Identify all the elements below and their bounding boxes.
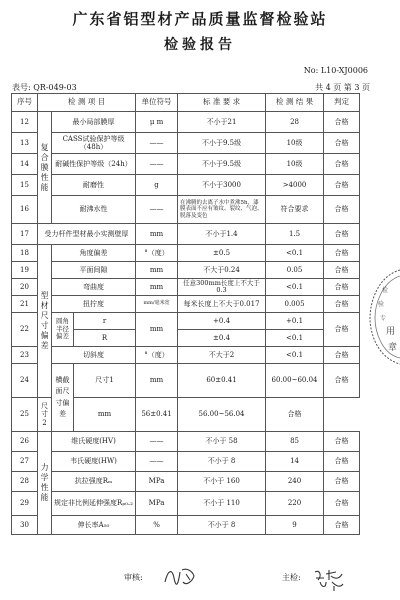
category-composite: 复合膜性能 (38, 112, 52, 224)
page-info: 共 4 页 第 3 页 (315, 83, 370, 92)
row-item: CASS试验保护等级（48h） (52, 133, 136, 154)
table-row (12, 432, 360, 452)
table-row (12, 347, 360, 364)
table-row (12, 516, 360, 535)
row-req: +0.4 (178, 313, 266, 330)
row-verdict: 合格 (324, 154, 360, 175)
inspection-table (11, 93, 360, 535)
row-verdict: 合格 (324, 347, 360, 364)
row-verdict: 合格 (324, 516, 360, 535)
row-req: 不小于 58 (178, 432, 266, 452)
row-verdict: 合格 (324, 112, 360, 133)
form-number: 表号: QR-049-03 (12, 83, 77, 92)
row-item: 耐碱性保护等级（24h） (52, 154, 136, 175)
row-verdict: 合格 (324, 279, 360, 296)
table-row (12, 196, 360, 224)
row-verdict: 合格 (324, 224, 360, 245)
row-unit: μ m (136, 112, 178, 133)
row-no: 21 (12, 296, 38, 313)
doc-number: No: L10-XJ0006 (303, 66, 368, 75)
row-verdict: 合格 (324, 432, 360, 452)
row-item: 弯曲度 (52, 279, 136, 296)
row-item: 维氏硬度(HV) (52, 432, 136, 452)
row-result: 10级 (266, 154, 324, 175)
row-unit: °（度） (136, 347, 178, 364)
row-result: 9 (266, 516, 324, 535)
table-row (12, 175, 360, 196)
row-unit: —— (136, 133, 178, 154)
row-item: 切斜度 (52, 347, 136, 364)
row-req: 每米长度上不大于0.017 (178, 296, 266, 313)
row-result: 60.00~60.04 (266, 364, 324, 398)
row-result: 85 (266, 432, 324, 452)
row-no: 15 (12, 175, 38, 196)
table-row (12, 472, 360, 492)
row-unit: MPa (136, 472, 178, 492)
row-unit: % (136, 516, 178, 535)
row-unit: mm (136, 262, 178, 279)
table-row (12, 133, 360, 154)
row-item: 耐磨性 (52, 175, 136, 196)
row-req: 不小于 160 (178, 472, 266, 492)
row-item: 尺寸2 (38, 398, 52, 432)
row-result: <0.1 (266, 330, 324, 347)
svg-text:验: 验 (378, 301, 385, 308)
row-verdict: 合格 (324, 472, 360, 492)
row-item: 受力杆件型材最小实测壁厚 (38, 224, 136, 245)
row-subitem: R (74, 330, 136, 347)
row-req: 不小于 8 (178, 516, 266, 535)
table-row (12, 154, 360, 175)
row-no: 14 (12, 154, 38, 175)
row-unit: mm (136, 224, 178, 245)
row-unit: —— (136, 452, 178, 472)
reviewer-signature (162, 564, 198, 590)
row-item: 规定非比例延伸强度Rₚ₀.₂ (52, 492, 136, 516)
category-dimension: 型材尺寸偏差 (38, 245, 52, 398)
table-header-row (12, 94, 360, 112)
row-req: 任意300mm长度上不大于0.3 (178, 279, 266, 296)
col-header-seq: 序号 (12, 94, 38, 112)
row-result: 240 (266, 472, 324, 492)
row-result: 28 (266, 112, 324, 133)
row-req: ±0.5 (178, 245, 266, 262)
row-no: 27 (12, 452, 38, 472)
table-row (12, 224, 360, 245)
row-verdict: 合格 (324, 492, 360, 516)
approver-signature (312, 566, 346, 592)
row-verdict: 合格 (324, 452, 360, 472)
row-no: 12 (12, 112, 38, 133)
subgroup-cross-section: 横截面尺寸偏差 (52, 364, 74, 432)
row-no: 18 (12, 245, 38, 262)
row-no: 20 (12, 279, 38, 296)
row-item: 抗拉强度Rₘ (52, 472, 136, 492)
row-result: 14 (266, 452, 324, 472)
row-result: 0.005 (266, 296, 324, 313)
row-verdict: 合格 (324, 262, 360, 279)
row-item: 平面间隙 (52, 262, 136, 279)
row-verdict: 合格 (324, 175, 360, 196)
approver-label: 主检: (282, 573, 301, 582)
row-req: 不小于 8 (178, 452, 266, 472)
row-no: 29 (12, 492, 38, 516)
row-result: 56.00~56.04 (178, 398, 266, 432)
row-req: 60±0.41 (178, 364, 266, 398)
row-no: 16 (12, 196, 38, 224)
table-row (12, 452, 360, 472)
row-result: 1.5 (266, 224, 324, 245)
row-req: 不小于9.5级 (178, 133, 266, 154)
row-verdict: 合格 (266, 398, 324, 432)
row-result: 0.05 (266, 262, 324, 279)
row-item: 最小局部膜厚 (52, 112, 136, 133)
row-req: 在沸腾的去离子水中煮沸5h，漆膜表面不应有皱纹、裂纹、气泡、脱落及变色 (178, 196, 266, 224)
row-item: 尺寸1 (74, 364, 136, 398)
table-row (12, 492, 360, 516)
row-unit: —— (136, 196, 178, 224)
row-req: 不小于1.4 (178, 224, 266, 245)
category-mechanical: 力学性能 (38, 432, 52, 535)
col-header-req: 标 准 要 求 (178, 94, 266, 112)
row-item: 伸长率A₅₀ (52, 516, 136, 535)
row-verdict: 合格 (324, 133, 360, 154)
row-no: 24 (12, 364, 38, 398)
row-no: 19 (12, 262, 38, 279)
row-subitem: r (74, 313, 136, 330)
row-no: 22 (12, 313, 38, 347)
table-row (12, 262, 360, 279)
table-row (12, 245, 360, 262)
row-result: <0.1 (266, 279, 324, 296)
col-header-verdict: 判定 (324, 94, 360, 112)
row-no: 26 (12, 432, 38, 452)
reviewer-label: 审核: (124, 573, 143, 582)
row-result: <0.1 (266, 347, 324, 364)
table-row (12, 313, 360, 330)
row-unit: mm/毫米宽 (136, 296, 178, 313)
row-req: ±0.4 (178, 330, 266, 347)
row-result: 符合要求 (266, 196, 324, 224)
row-result: >4000 (266, 175, 324, 196)
row-verdict: 合格 (324, 313, 360, 347)
row-item: 韦氏硬度(HW) (52, 452, 136, 472)
row-unit: mm (136, 313, 178, 347)
row-result: +0.1 (266, 313, 324, 330)
row-req: 不大于0.24 (178, 262, 266, 279)
row-req: 不大于2 (178, 347, 266, 364)
row-result: <0.1 (266, 245, 324, 262)
row-no: 28 (12, 472, 38, 492)
seal-stamp (368, 262, 400, 372)
row-unit: °（度） (136, 245, 178, 262)
row-result: 10级 (266, 133, 324, 154)
row-unit: g (136, 175, 178, 196)
col-header-unit: 单位符号 (136, 94, 178, 112)
row-verdict: 合格 (324, 296, 360, 313)
row-no: 23 (12, 347, 38, 364)
report-title: 检验报告 (164, 37, 236, 53)
col-header-item: 检 测 项 目 (38, 94, 136, 112)
row-no: 30 (12, 516, 38, 535)
row-unit: mm (136, 279, 178, 296)
col-header-result: 检 测 结 果 (266, 94, 324, 112)
row-verdict: 合格 (324, 245, 360, 262)
svg-text:检: 检 (382, 287, 389, 294)
svg-text:用: 用 (386, 327, 396, 337)
svg-text:章: 章 (388, 343, 398, 353)
row-req: 不小于3000 (178, 175, 266, 196)
row-item: 角度偏差 (52, 245, 136, 262)
table-row (12, 364, 360, 398)
row-req: 56±0.41 (136, 398, 178, 432)
row-req: 不小于9.5级 (178, 154, 266, 175)
row-unit: MPa (136, 492, 178, 516)
org-title: 广东省铝型材产品质量监督检验站 (72, 10, 328, 28)
row-no: 17 (12, 224, 38, 245)
row-item: 耐沸水性 (52, 196, 136, 224)
row-unit: mm (74, 398, 136, 432)
row-unit: mm (136, 364, 178, 398)
row-verdict: 合格 (324, 196, 360, 224)
subgroup-r-deviation: 圆角半径偏差 (52, 313, 74, 347)
table-row (12, 279, 360, 296)
row-item: 扭拧度 (52, 296, 136, 313)
row-no: 13 (12, 133, 38, 154)
row-unit: —— (136, 154, 178, 175)
row-result: 220 (266, 492, 324, 516)
table-row (12, 296, 360, 313)
row-verdict: 合格 (324, 364, 360, 398)
row-no: 25 (12, 398, 38, 432)
table-row (12, 112, 360, 133)
row-unit: —— (136, 432, 178, 452)
row-req: 不小于 110 (178, 492, 266, 516)
svg-text:专: 专 (380, 315, 387, 322)
row-req: 不小于21 (178, 112, 266, 133)
